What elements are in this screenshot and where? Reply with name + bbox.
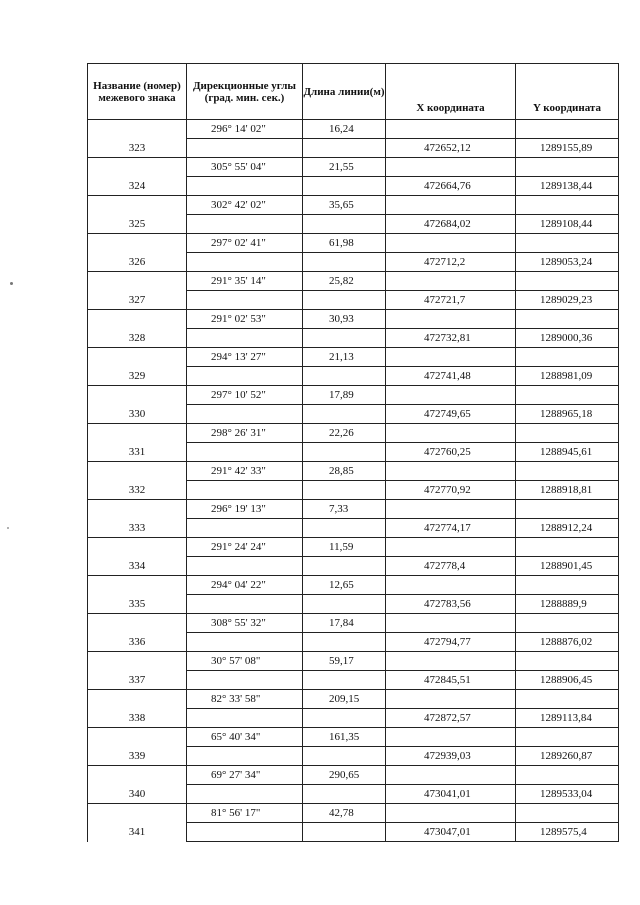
- angle-cell: [187, 291, 303, 310]
- angle-cell: 302° 42' 02": [187, 196, 303, 215]
- segment-row: [88, 272, 619, 291]
- x-cell: 472721,7: [386, 291, 516, 310]
- segment-row: [88, 728, 619, 747]
- length-cell: [303, 633, 386, 652]
- margin-dot: [7, 527, 9, 529]
- name-cell: [88, 310, 187, 329]
- segment-row: [88, 196, 619, 215]
- angle-cell: 305° 55' 04": [187, 158, 303, 177]
- segment-row: [88, 386, 619, 405]
- angle-cell: 69° 27' 34": [187, 766, 303, 785]
- x-cell: [386, 158, 516, 177]
- x-cell: [386, 424, 516, 443]
- header-angle: Дирекционные углы (град. мин. сек.): [187, 64, 303, 120]
- x-cell: 473047,01: [386, 823, 516, 842]
- angle-cell: 30° 57' 08": [187, 652, 303, 671]
- point-name-cell: 338: [88, 709, 187, 728]
- segment-row: [88, 538, 619, 557]
- point-name-cell: 325: [88, 215, 187, 234]
- x-cell: 472845,51: [386, 671, 516, 690]
- y-cell: [516, 576, 619, 595]
- segment-row: [88, 310, 619, 329]
- angle-cell: 294° 13' 27": [187, 348, 303, 367]
- name-cell: [88, 462, 187, 481]
- point-row: [88, 177, 619, 196]
- length-cell: 161,35: [303, 728, 386, 747]
- length-cell: [303, 785, 386, 804]
- y-cell: [516, 386, 619, 405]
- point-row: [88, 633, 619, 652]
- y-cell: [516, 348, 619, 367]
- angle-cell: 82° 33' 58": [187, 690, 303, 709]
- name-cell: [88, 424, 187, 443]
- angle-cell: [187, 633, 303, 652]
- angle-cell: 297° 10' 52": [187, 386, 303, 405]
- angle-cell: 291° 02' 53": [187, 310, 303, 329]
- name-cell: [88, 196, 187, 215]
- point-row: [88, 823, 619, 842]
- x-cell: [386, 576, 516, 595]
- y-cell: [516, 120, 619, 139]
- name-cell: [88, 766, 187, 785]
- y-cell: 1289138,44: [516, 177, 619, 196]
- x-cell: [386, 196, 516, 215]
- angle-cell: [187, 177, 303, 196]
- length-cell: 17,84: [303, 614, 386, 633]
- angle-cell: 296° 14' 02": [187, 120, 303, 139]
- y-cell: 1289108,44: [516, 215, 619, 234]
- point-name-cell: 328: [88, 329, 187, 348]
- x-cell: [386, 348, 516, 367]
- x-cell: 472778,4: [386, 557, 516, 576]
- coordinates-table: [87, 63, 619, 842]
- length-cell: [303, 367, 386, 386]
- x-cell: 472732,81: [386, 329, 516, 348]
- angle-cell: [187, 519, 303, 538]
- point-row: [88, 557, 619, 576]
- point-name-cell: 331: [88, 443, 187, 462]
- length-cell: [303, 747, 386, 766]
- x-cell: 472652,12: [386, 139, 516, 158]
- y-cell: 1288906,45: [516, 671, 619, 690]
- x-cell: [386, 728, 516, 747]
- y-cell: 1289155,89: [516, 139, 619, 158]
- name-cell: [88, 158, 187, 177]
- x-cell: 472783,56: [386, 595, 516, 614]
- length-cell: 59,17: [303, 652, 386, 671]
- segment-row: [88, 462, 619, 481]
- header-length: Длина линии(м): [303, 64, 386, 120]
- angle-cell: [187, 367, 303, 386]
- y-cell: [516, 538, 619, 557]
- name-cell: [88, 234, 187, 253]
- angle-cell: [187, 709, 303, 728]
- table-body: [88, 120, 619, 842]
- x-cell: 472939,03: [386, 747, 516, 766]
- y-cell: 1288901,45: [516, 557, 619, 576]
- name-cell: [88, 500, 187, 519]
- angle-cell: 291° 35' 14": [187, 272, 303, 291]
- x-cell: [386, 234, 516, 253]
- angle-cell: [187, 215, 303, 234]
- name-cell: [88, 538, 187, 557]
- point-name-cell: 336: [88, 633, 187, 652]
- y-cell: [516, 690, 619, 709]
- y-cell: [516, 500, 619, 519]
- margin-dot: [10, 282, 13, 285]
- y-cell: [516, 310, 619, 329]
- point-name-cell: 324: [88, 177, 187, 196]
- angle-cell: 294° 04' 22": [187, 576, 303, 595]
- angle-cell: 308° 55' 32": [187, 614, 303, 633]
- x-cell: [386, 386, 516, 405]
- x-cell: 472712,2: [386, 253, 516, 272]
- segment-row: [88, 234, 619, 253]
- length-cell: [303, 291, 386, 310]
- name-cell: [88, 690, 187, 709]
- length-cell: [303, 519, 386, 538]
- length-cell: [303, 253, 386, 272]
- y-cell: 1288912,24: [516, 519, 619, 538]
- point-row: [88, 139, 619, 158]
- name-cell: [88, 576, 187, 595]
- length-cell: [303, 481, 386, 500]
- length-cell: 7,33: [303, 500, 386, 519]
- point-name-cell: 339: [88, 747, 187, 766]
- x-cell: [386, 500, 516, 519]
- y-cell: [516, 424, 619, 443]
- angle-cell: 291° 24' 24": [187, 538, 303, 557]
- y-cell: 1289029,23: [516, 291, 619, 310]
- y-cell: 1289053,24: [516, 253, 619, 272]
- x-cell: 472684,02: [386, 215, 516, 234]
- point-row: [88, 709, 619, 728]
- segment-row: [88, 500, 619, 519]
- y-cell: 1288889,9: [516, 595, 619, 614]
- segment-row: [88, 348, 619, 367]
- y-cell: 1288981,09: [516, 367, 619, 386]
- segment-row: [88, 690, 619, 709]
- length-cell: [303, 405, 386, 424]
- length-cell: 21,55: [303, 158, 386, 177]
- y-cell: 1288876,02: [516, 633, 619, 652]
- x-cell: 472741,48: [386, 367, 516, 386]
- x-cell: 472774,17: [386, 519, 516, 538]
- y-cell: 1289533,04: [516, 785, 619, 804]
- length-cell: 61,98: [303, 234, 386, 253]
- length-cell: [303, 595, 386, 614]
- length-cell: 28,85: [303, 462, 386, 481]
- name-cell: [88, 348, 187, 367]
- point-row: [88, 329, 619, 348]
- point-name-cell: 323: [88, 139, 187, 158]
- point-row: [88, 215, 619, 234]
- angle-cell: 297° 02' 41": [187, 234, 303, 253]
- y-cell: [516, 234, 619, 253]
- angle-cell: [187, 329, 303, 348]
- point-row: [88, 785, 619, 804]
- x-cell: [386, 120, 516, 139]
- length-cell: 209,15: [303, 690, 386, 709]
- point-name-cell: 334: [88, 557, 187, 576]
- header-name: Название (номер) межевого знака: [88, 64, 187, 120]
- length-cell: 25,82: [303, 272, 386, 291]
- name-cell: [88, 652, 187, 671]
- y-cell: [516, 728, 619, 747]
- y-cell: 1289000,36: [516, 329, 619, 348]
- length-cell: 17,89: [303, 386, 386, 405]
- point-row: [88, 367, 619, 386]
- x-cell: [386, 462, 516, 481]
- name-cell: [88, 804, 187, 823]
- angle-cell: [187, 557, 303, 576]
- x-cell: 472664,76: [386, 177, 516, 196]
- y-cell: [516, 462, 619, 481]
- point-row: [88, 481, 619, 500]
- point-row: [88, 671, 619, 690]
- angle-cell: 291° 42' 33": [187, 462, 303, 481]
- segment-row: [88, 424, 619, 443]
- angle-cell: 65° 40' 34": [187, 728, 303, 747]
- name-cell: [88, 614, 187, 633]
- segment-row: [88, 652, 619, 671]
- x-cell: 472872,57: [386, 709, 516, 728]
- length-cell: [303, 709, 386, 728]
- length-cell: 290,65: [303, 766, 386, 785]
- segment-row: [88, 158, 619, 177]
- point-name-cell: 335: [88, 595, 187, 614]
- length-cell: [303, 329, 386, 348]
- length-cell: [303, 177, 386, 196]
- y-cell: 1288965,18: [516, 405, 619, 424]
- y-cell: [516, 766, 619, 785]
- length-cell: 21,13: [303, 348, 386, 367]
- point-name-cell: 326: [88, 253, 187, 272]
- y-cell: 1289113,84: [516, 709, 619, 728]
- point-name-cell: 332: [88, 481, 187, 500]
- name-cell: [88, 386, 187, 405]
- name-cell: [88, 120, 187, 139]
- angle-cell: 298° 26' 31": [187, 424, 303, 443]
- x-cell: 473041,01: [386, 785, 516, 804]
- angle-cell: 296° 19' 13": [187, 500, 303, 519]
- x-cell: [386, 652, 516, 671]
- x-cell: [386, 804, 516, 823]
- x-cell: 472794,77: [386, 633, 516, 652]
- point-name-cell: 341: [88, 823, 187, 842]
- point-row: [88, 747, 619, 766]
- point-row: [88, 291, 619, 310]
- name-cell: [88, 272, 187, 291]
- y-cell: 1288945,61: [516, 443, 619, 462]
- header-row: [88, 64, 619, 120]
- point-name-cell: 327: [88, 291, 187, 310]
- segment-row: [88, 614, 619, 633]
- angle-cell: [187, 747, 303, 766]
- angle-cell: [187, 139, 303, 158]
- y-cell: 1289575,4: [516, 823, 619, 842]
- angle-cell: [187, 671, 303, 690]
- y-cell: [516, 196, 619, 215]
- point-name-cell: 329: [88, 367, 187, 386]
- x-cell: [386, 310, 516, 329]
- point-row: [88, 405, 619, 424]
- y-cell: [516, 652, 619, 671]
- length-cell: [303, 139, 386, 158]
- point-name-cell: 340: [88, 785, 187, 804]
- length-cell: 35,65: [303, 196, 386, 215]
- y-cell: [516, 158, 619, 177]
- y-cell: [516, 272, 619, 291]
- segment-row: [88, 804, 619, 823]
- angle-cell: [187, 823, 303, 842]
- point-row: [88, 519, 619, 538]
- length-cell: [303, 215, 386, 234]
- segment-row: [88, 120, 619, 139]
- angle-cell: [187, 481, 303, 500]
- y-cell: [516, 614, 619, 633]
- point-name-cell: 337: [88, 671, 187, 690]
- angle-cell: [187, 443, 303, 462]
- length-cell: [303, 671, 386, 690]
- y-cell: [516, 804, 619, 823]
- length-cell: 22,26: [303, 424, 386, 443]
- length-cell: 30,93: [303, 310, 386, 329]
- x-cell: [386, 538, 516, 557]
- length-cell: [303, 823, 386, 842]
- length-cell: [303, 557, 386, 576]
- y-cell: 1288918,81: [516, 481, 619, 500]
- length-cell: 42,78: [303, 804, 386, 823]
- point-row: [88, 443, 619, 462]
- x-cell: 472760,25: [386, 443, 516, 462]
- x-cell: [386, 690, 516, 709]
- x-cell: [386, 272, 516, 291]
- x-cell: [386, 766, 516, 785]
- name-cell: [88, 728, 187, 747]
- point-name-cell: 330: [88, 405, 187, 424]
- y-cell: 1289260,87: [516, 747, 619, 766]
- header-x: X координата: [386, 64, 516, 120]
- length-cell: 16,24: [303, 120, 386, 139]
- point-row: [88, 253, 619, 272]
- length-cell: 11,59: [303, 538, 386, 557]
- length-cell: 12,65: [303, 576, 386, 595]
- header-y: Y координата: [516, 64, 619, 120]
- angle-cell: [187, 595, 303, 614]
- angle-cell: [187, 405, 303, 424]
- length-cell: [303, 443, 386, 462]
- angle-cell: 81° 56' 17": [187, 804, 303, 823]
- x-cell: 472749,65: [386, 405, 516, 424]
- angle-cell: [187, 253, 303, 272]
- point-name-cell: 333: [88, 519, 187, 538]
- angle-cell: [187, 785, 303, 804]
- point-row: [88, 595, 619, 614]
- x-cell: 472770,92: [386, 481, 516, 500]
- x-cell: [386, 614, 516, 633]
- segment-row: [88, 576, 619, 595]
- segment-row: [88, 766, 619, 785]
